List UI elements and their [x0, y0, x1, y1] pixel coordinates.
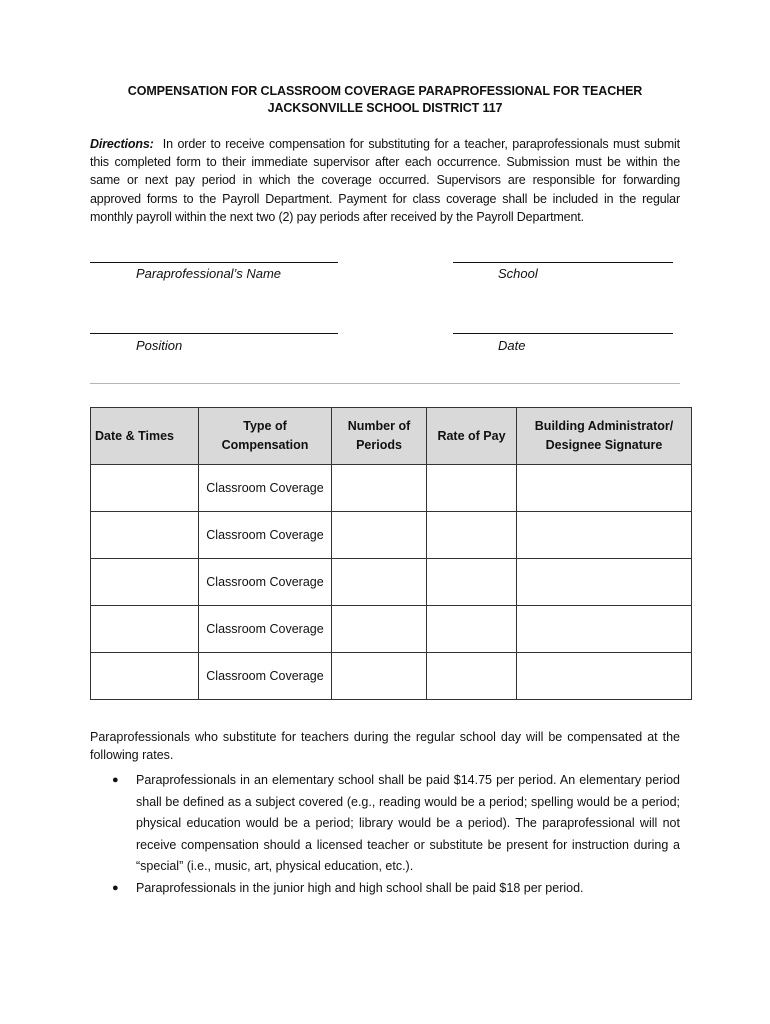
signature-cell[interactable] [517, 559, 692, 606]
type-cell: Classroom Coverage [199, 653, 332, 700]
date-times-cell[interactable] [91, 653, 199, 700]
header-type-of-compensation: Type of Compensation [199, 408, 332, 465]
rate-bullet-text: Paraprofessionals in an elementary school shall be paid $14.75 per period. An elementary period shall be defined as a subject covered (e.g., reading would be a period; spelling would be a period; physical education would be a period; library would be a period). The paraprofessional will not receive compensation should a licensed teacher or substitute be present for instruction during a “special” (i.e., music, art, physical education, etc.). [136, 773, 680, 874]
date-times-cell[interactable] [91, 465, 199, 512]
bullet-icon: ● [112, 774, 119, 786]
signature-cell[interactable] [517, 606, 692, 653]
table-row [91, 512, 692, 559]
type-cell: Classroom Coverage [199, 606, 332, 653]
rate-cell[interactable] [427, 559, 517, 606]
periods-cell[interactable] [332, 512, 427, 559]
date-times-cell[interactable] [91, 512, 199, 559]
directions-lead: Directions: [90, 137, 154, 151]
paraprofessional-name-line[interactable] [90, 262, 338, 263]
type-cell: Classroom Coverage [199, 465, 332, 512]
section-divider [90, 383, 680, 384]
rates-list [90, 770, 680, 900]
rates-intro: Paraprofessionals who substitute for teachers during the regular school day will be compensated at the following rates. [90, 730, 680, 763]
rate-bullet-text: Paraprofessionals in the junior high and high school shall be paid $18 per period. [136, 880, 584, 895]
rate-cell[interactable] [427, 653, 517, 700]
table-header-row [91, 408, 692, 465]
rate-cell[interactable] [427, 606, 517, 653]
bullet-icon: ● [112, 881, 119, 894]
list-item [90, 770, 680, 878]
compensation-table [90, 407, 692, 700]
header-date-times: Date & Times [91, 408, 199, 465]
position-label: Position [136, 338, 183, 353]
periods-cell[interactable] [332, 559, 427, 606]
directions-text: In order to receive compensation for substituting for a teacher, paraprofessionals must submit this completed form to their immediate supervisor after each occurrence. Submission must be within the same or next pay period in which the coverage occurred. Supervisors are responsible for forwarding approved forms to the Payroll Department. Payment for class coverage shall be included in the regular monthly payroll within the next two (2) pay periods after received by the Payroll Department. [90, 137, 680, 224]
paraprofessional-name-label: Paraprofessional’s Name [136, 266, 281, 281]
signature-cell[interactable] [517, 653, 692, 700]
header-rate-of-pay: Rate of Pay [427, 408, 517, 465]
periods-cell[interactable] [332, 653, 427, 700]
signature-cell[interactable] [517, 512, 692, 559]
periods-cell[interactable] [332, 465, 427, 512]
header-signature: Building Administrator/ Designee Signature [517, 408, 692, 465]
title-line-2: JACKSONVILLE SCHOOL DISTRICT 117 [267, 101, 503, 115]
title-line-1: COMPENSATION FOR CLASSROOM COVERAGE PARAPROFESSIONAL FOR TEACHER [127, 84, 643, 98]
date-label: Date [498, 338, 526, 353]
school-label: School [498, 266, 538, 281]
periods-cell[interactable] [332, 606, 427, 653]
table-row [91, 465, 692, 512]
table-row [91, 559, 692, 606]
header-number-of-periods: Number of Periods [332, 408, 427, 465]
table-row [91, 606, 692, 653]
table-row [91, 653, 692, 700]
date-times-cell[interactable] [91, 559, 199, 606]
page-title [90, 83, 680, 117]
list-item [90, 878, 680, 900]
type-cell: Classroom Coverage [199, 559, 332, 606]
position-line[interactable] [90, 333, 338, 334]
rate-cell[interactable] [427, 512, 517, 559]
date-line[interactable] [453, 333, 673, 334]
date-times-cell[interactable] [91, 606, 199, 653]
signature-cell[interactable] [517, 465, 692, 512]
rate-cell[interactable] [427, 465, 517, 512]
directions-paragraph [90, 135, 680, 226]
school-line[interactable] [453, 262, 673, 263]
type-cell: Classroom Coverage [199, 512, 332, 559]
